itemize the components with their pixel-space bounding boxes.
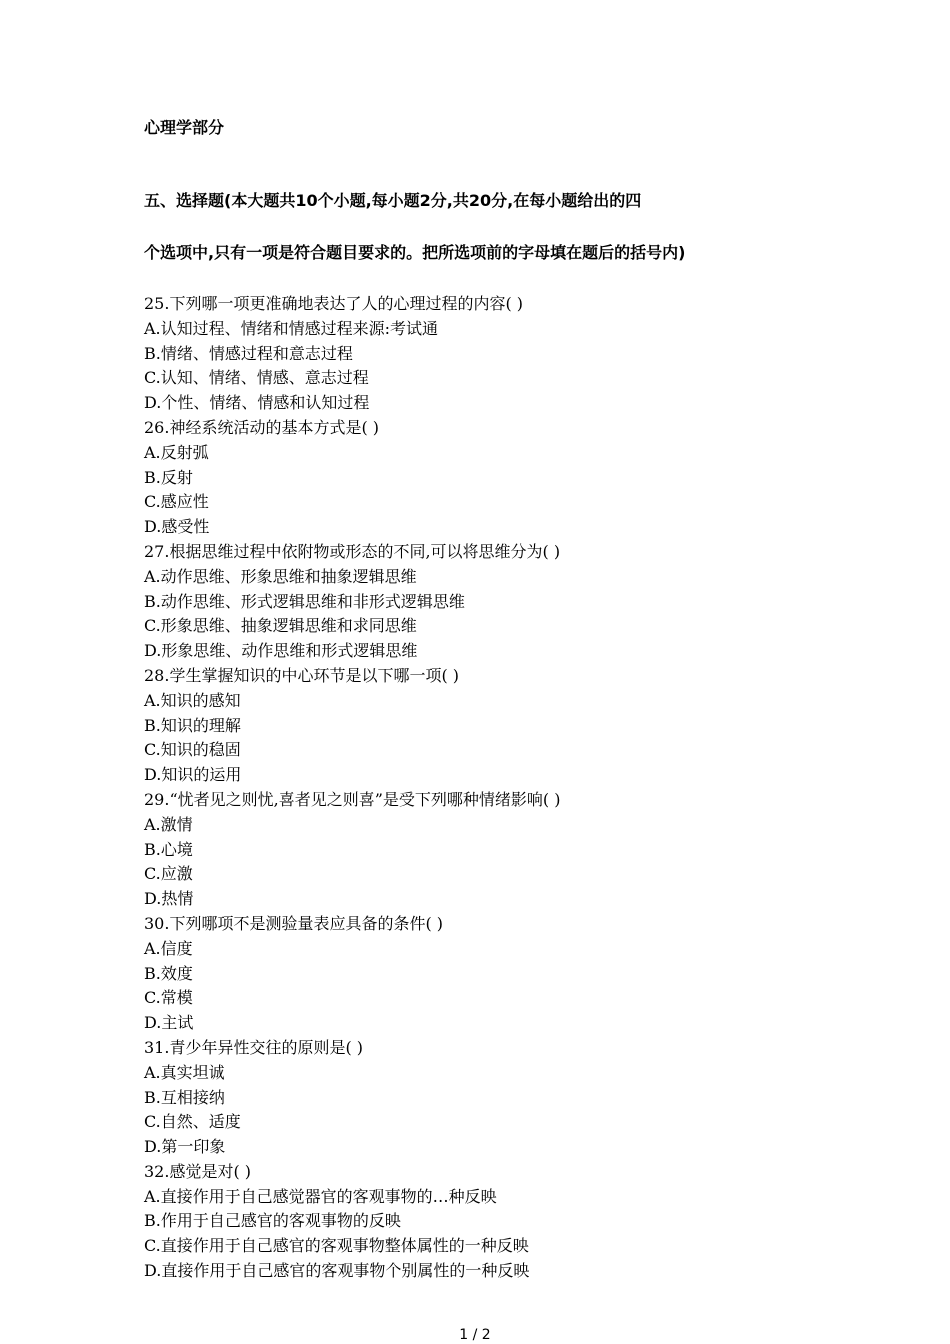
answer-option: D.形象思维、动作思维和形式逻辑思维	[144, 641, 418, 661]
answer-option: B.心境	[144, 839, 193, 859]
answer-option: C.感应性	[144, 492, 209, 512]
question-block	[144, 912, 824, 1036]
question-stem: 28.学生掌握知识的中心环节是以下哪一项( )	[144, 665, 460, 685]
answer-option: A.真实坦诚	[144, 1062, 225, 1082]
answer-option: C.形象思维、抽象逻辑思维和求同思维	[144, 616, 417, 636]
question-block	[144, 416, 824, 540]
answer-option: C.知识的稳固	[144, 740, 241, 760]
answer-option: B.情绪、情感过程和意志过程	[144, 343, 353, 363]
answer-option: D.直接作用于自己感官的客观事物个别属性的一种反映	[144, 1261, 530, 1281]
answer-option: C.认知、情绪、情感、意志过程	[144, 368, 369, 388]
section-title: 心理学部分	[144, 118, 225, 137]
question-stem: 25.下列哪一项更准确地表达了人的心理过程的内容( )	[144, 294, 524, 313]
answer-option: B.动作思维、形式逻辑思维和非形式逻辑思维	[144, 591, 465, 611]
answer-option: A.激情	[144, 814, 193, 834]
answer-option: D.第一印象	[144, 1137, 226, 1157]
answer-option: B.知识的理解	[144, 715, 241, 735]
page-number: 1 / 2	[459, 1327, 491, 1343]
question-stem: 27.根据思维过程中依附物或形态的不同,可以将思维分为( )	[144, 541, 561, 561]
question-stem: 32.感觉是对( )	[144, 1161, 252, 1181]
answer-option: C.常模	[144, 988, 193, 1008]
question-stem: 31.青少年异性交往的原则是( )	[144, 1037, 364, 1057]
question-block	[144, 292, 824, 416]
answer-option: B.效度	[144, 963, 193, 983]
answer-option: B.互相接纳	[144, 1087, 225, 1107]
answer-option: C.应激	[144, 864, 193, 884]
question-block	[144, 1036, 824, 1160]
answer-option: D.主试	[144, 1013, 194, 1033]
answer-option: C.直接作用于自己感官的客观事物整体属性的一种反映	[144, 1236, 529, 1256]
answer-option: A.动作思维、形象思维和抽象逻辑思维	[144, 566, 417, 586]
question-stem: 26.神经系统活动的基本方式是( )	[144, 417, 380, 437]
answer-option: A.反射弧	[144, 442, 209, 462]
answer-option: B.反射	[144, 467, 193, 487]
document-page	[144, 116, 824, 1284]
answer-option: D.感受性	[144, 517, 210, 537]
question-block	[144, 540, 824, 664]
instructions-line-1: 五、选择题(本大题共10个小题,每小题2分,共20分,在每小题给出的四	[144, 191, 642, 210]
question-block	[144, 664, 824, 788]
question-stem: 30.下列哪项不是测验量表应具备的条件( )	[144, 913, 444, 933]
answer-option: A.知识的感知	[144, 690, 241, 710]
instructions-line-2: 个选项中,只有一项是符合题目要求的。把所选项前的字母填在题后的括号内)	[144, 243, 686, 262]
answer-option: A.信度	[144, 938, 193, 958]
answer-option: A.直接作用于自己感觉器官的客观事物的…种反映	[144, 1186, 497, 1206]
answer-option: C.自然、适度	[144, 1112, 241, 1132]
question-stem: 29.“忧者见之则忧,喜者见之则喜”是受下列哪种情绪影响( )	[144, 789, 561, 809]
answer-option: D.个性、情绪、情感和认知过程	[144, 393, 370, 413]
question-block	[144, 1160, 824, 1284]
answer-option: D.热情	[144, 889, 194, 909]
instructions	[144, 162, 824, 292]
answer-option: B.作用于自己感官的客观事物的反映	[144, 1211, 401, 1231]
question-list	[144, 292, 824, 1284]
question-block	[144, 788, 824, 912]
answer-option: D.知识的运用	[144, 765, 242, 785]
answer-option: A.认知过程、情绪和情感过程来源:考试通	[144, 318, 439, 338]
